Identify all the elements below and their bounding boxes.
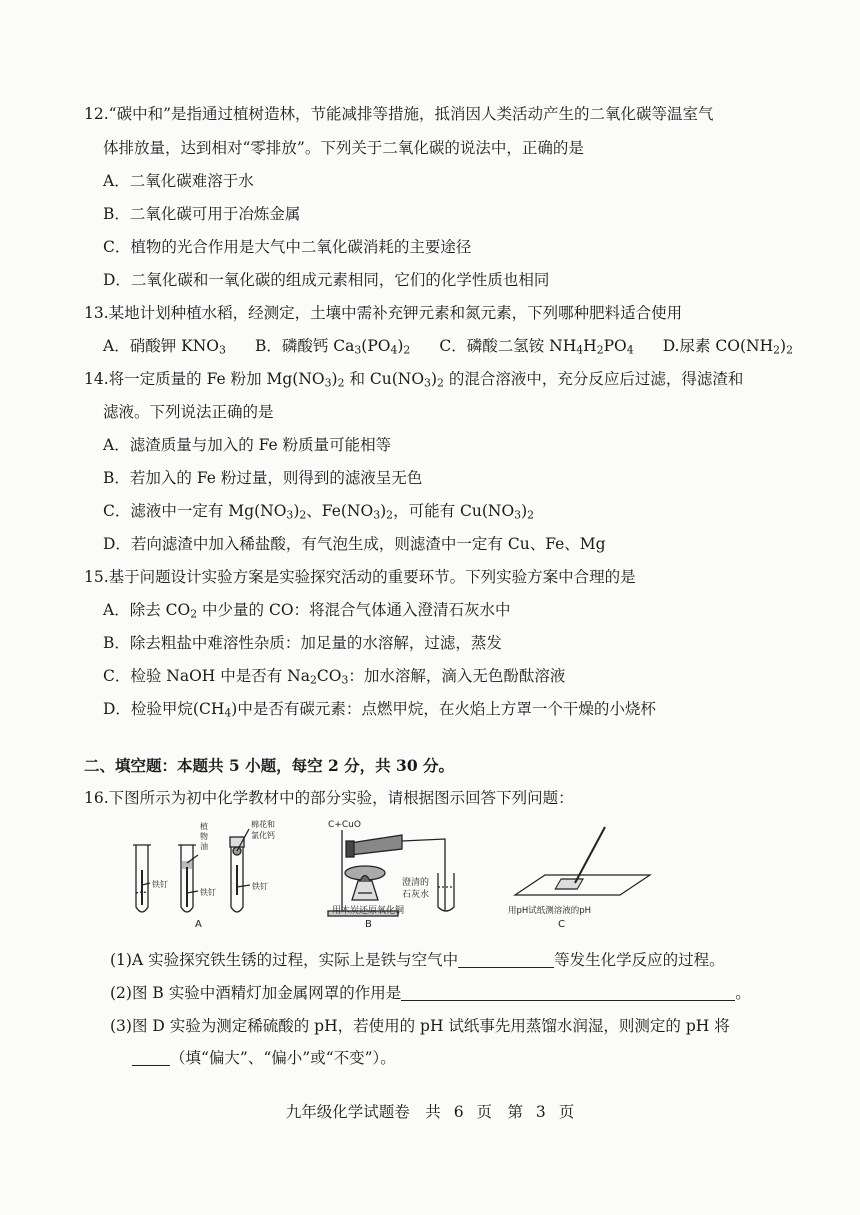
section-2-heading: 二、填空题：本题共 5 小题，每空 2 分，共 30 分。 xyxy=(84,756,455,775)
q13-option-b: B．磷酸钙 $Ca_3(PO_4)_2$ xyxy=(254,337,411,357)
q16-sub3-line2: （填“偏大”、“偏小”或“不变”）。 xyxy=(132,1047,396,1069)
alcohol-lamp-icon xyxy=(352,881,378,900)
limewater-tube-icon xyxy=(438,873,454,911)
figure-b-reactant-label: C+CuO xyxy=(328,820,361,830)
q15-stem: 15.基于问题设计实验方案是实验探究活动的重要环节。下列实验方案中合理的是 xyxy=(84,568,636,586)
q13-option-d: D.尿素 $CO(NH_2)_2$ xyxy=(662,337,793,357)
figure-c xyxy=(515,827,650,895)
q12-stem-line2: 体排放量，达到相对“零排放”。下列关于二氧化碳的说法中，正确的是 xyxy=(103,139,584,157)
q16-stem: 16.下图所示为初中化学教材中的部分实验，请根据图示回答下列问题： xyxy=(84,789,574,807)
figure-a-label: A xyxy=(195,919,202,930)
q14-option-d: D．若向滤渣中加入稀盐酸，有气泡生成，则滤渣中一定有 Cu、Fe、Mg xyxy=(103,535,606,553)
figure-a-nail-label-3: 铁钉 xyxy=(252,882,268,891)
q13-option-a: A．硝酸钾 $KNO_3$ xyxy=(103,337,226,357)
glass-plate-icon xyxy=(515,875,650,895)
q13-stem: 13.某地计划种植水稻，经测定，土壤中需补充钾元素和氮元素，下列哪种肥料适合使用 xyxy=(84,304,683,322)
figure-b-label: B xyxy=(365,919,372,930)
q12-option-b: B．二氧化碳可用于冶炼金属 xyxy=(103,205,301,223)
q16-sub2: (2)图 B 实验中酒精灯加金属网罩的作用是 。 xyxy=(110,984,751,1002)
figure-a-oil-char: 物 xyxy=(200,832,208,841)
q15-option-d: D．检验甲烷$(CH_4)$中是否有碳元素：点燃甲烷，在火焰上方罩一个干燥的小烧杯 xyxy=(103,700,656,720)
page-footer: 九年级化学试题卷 共 6 页 第 3 页 xyxy=(285,1103,575,1121)
q16-sub1-blank xyxy=(458,950,554,968)
q16-sub1: (1)A 实验探究铁生锈的过程，实际上是铁与空气中 等发生化学反应的过程。 xyxy=(110,951,725,969)
q15-option-a: A．除去 $CO_2$ 中少量的 CO：将混合气体通入澄清石灰水中 xyxy=(103,601,511,621)
figure-a-oil-label xyxy=(200,821,208,851)
q16-sub3-line1: (3)图 D 实验为测定稀硫酸的 pH，若使用的 pH 试纸事先用蒸馏水润湿，则测定的 pH 将 xyxy=(110,1017,730,1035)
q12-option-d: D．二氧化碳和一氧化碳的组成元素相同，它们的化学性质也相同 xyxy=(103,271,550,289)
q14-stem-line1: 14.将一定质量的 Fe 粉加 $Mg(NO_3)_2$ 和 $Cu(NO_3)_2$ 的混合溶液中，充分反应后过滤，得滤渣和 xyxy=(84,370,744,390)
figure-c-label: C xyxy=(558,919,565,930)
figure-b-caption: 用木炭还原氧化铜 xyxy=(332,906,405,916)
figure-b xyxy=(328,830,454,916)
q14-option-b: B．若加入的 Fe 粉过量，则得到的滤液呈无色 xyxy=(103,469,423,487)
q13-options-row xyxy=(103,335,793,357)
q16-sub3-blank xyxy=(132,1048,170,1066)
q14-option-c: C．滤液中一定有 $Mg(NO_3)_2$、$Fe(NO_3)_2$，可能有 $Cu(NO_3)_2$ xyxy=(103,502,535,522)
figure-b-limewater-label-2: 石灰水 xyxy=(402,890,430,900)
figure-a-oil-char: 植 xyxy=(200,822,208,831)
q16-sub2-blank xyxy=(401,983,735,1001)
figure-b-limewater-label-1: 澄清的 xyxy=(402,878,430,888)
q12-option-c: C．植物的光合作用是大气中二氧化碳消耗的主要途径 xyxy=(103,238,472,256)
q14-stem-line2: 滤液。下列说法正确的是 xyxy=(103,403,274,421)
q15-option-b: B．除去粗盐中难溶性杂质：加足量的水溶解，过滤，蒸发 xyxy=(103,634,502,652)
q13-option-c: C．磷酸二氢铵 $NH_4H_2PO_4$ xyxy=(439,337,634,357)
figure-a xyxy=(133,829,250,912)
figure-a-cotton-label: 棉花和 xyxy=(251,820,275,829)
q14-option-a: A．滤渣质量与加入的 Fe 粉质量可能相等 xyxy=(103,436,392,454)
figure-c-caption: 用pH试纸测溶液的pH xyxy=(508,906,592,916)
figure-a-nail-label-2: 铁钉 xyxy=(200,888,216,897)
q12-option-a: A．二氧化碳难溶于水 xyxy=(103,172,254,190)
q12-stem-line1: 12.“碳中和”是指通过植树造林，节能减排等措施，抵消因人类活动产生的二氧化碳等温室气 xyxy=(84,105,714,123)
q15-option-c: C．检验 NaOH 中是否有 $Na_2CO_3$：加水溶解，滴入无色酚酞溶液 xyxy=(103,667,566,687)
figure-a-nail-label-1: 铁钉 xyxy=(152,880,168,889)
test-tube-b-icon xyxy=(350,835,402,855)
figure-a-oil-char: 油 xyxy=(200,842,208,851)
q16-experiment-figure xyxy=(120,815,760,935)
figure-a-cacl2-label: 氯化钙 xyxy=(251,831,275,840)
